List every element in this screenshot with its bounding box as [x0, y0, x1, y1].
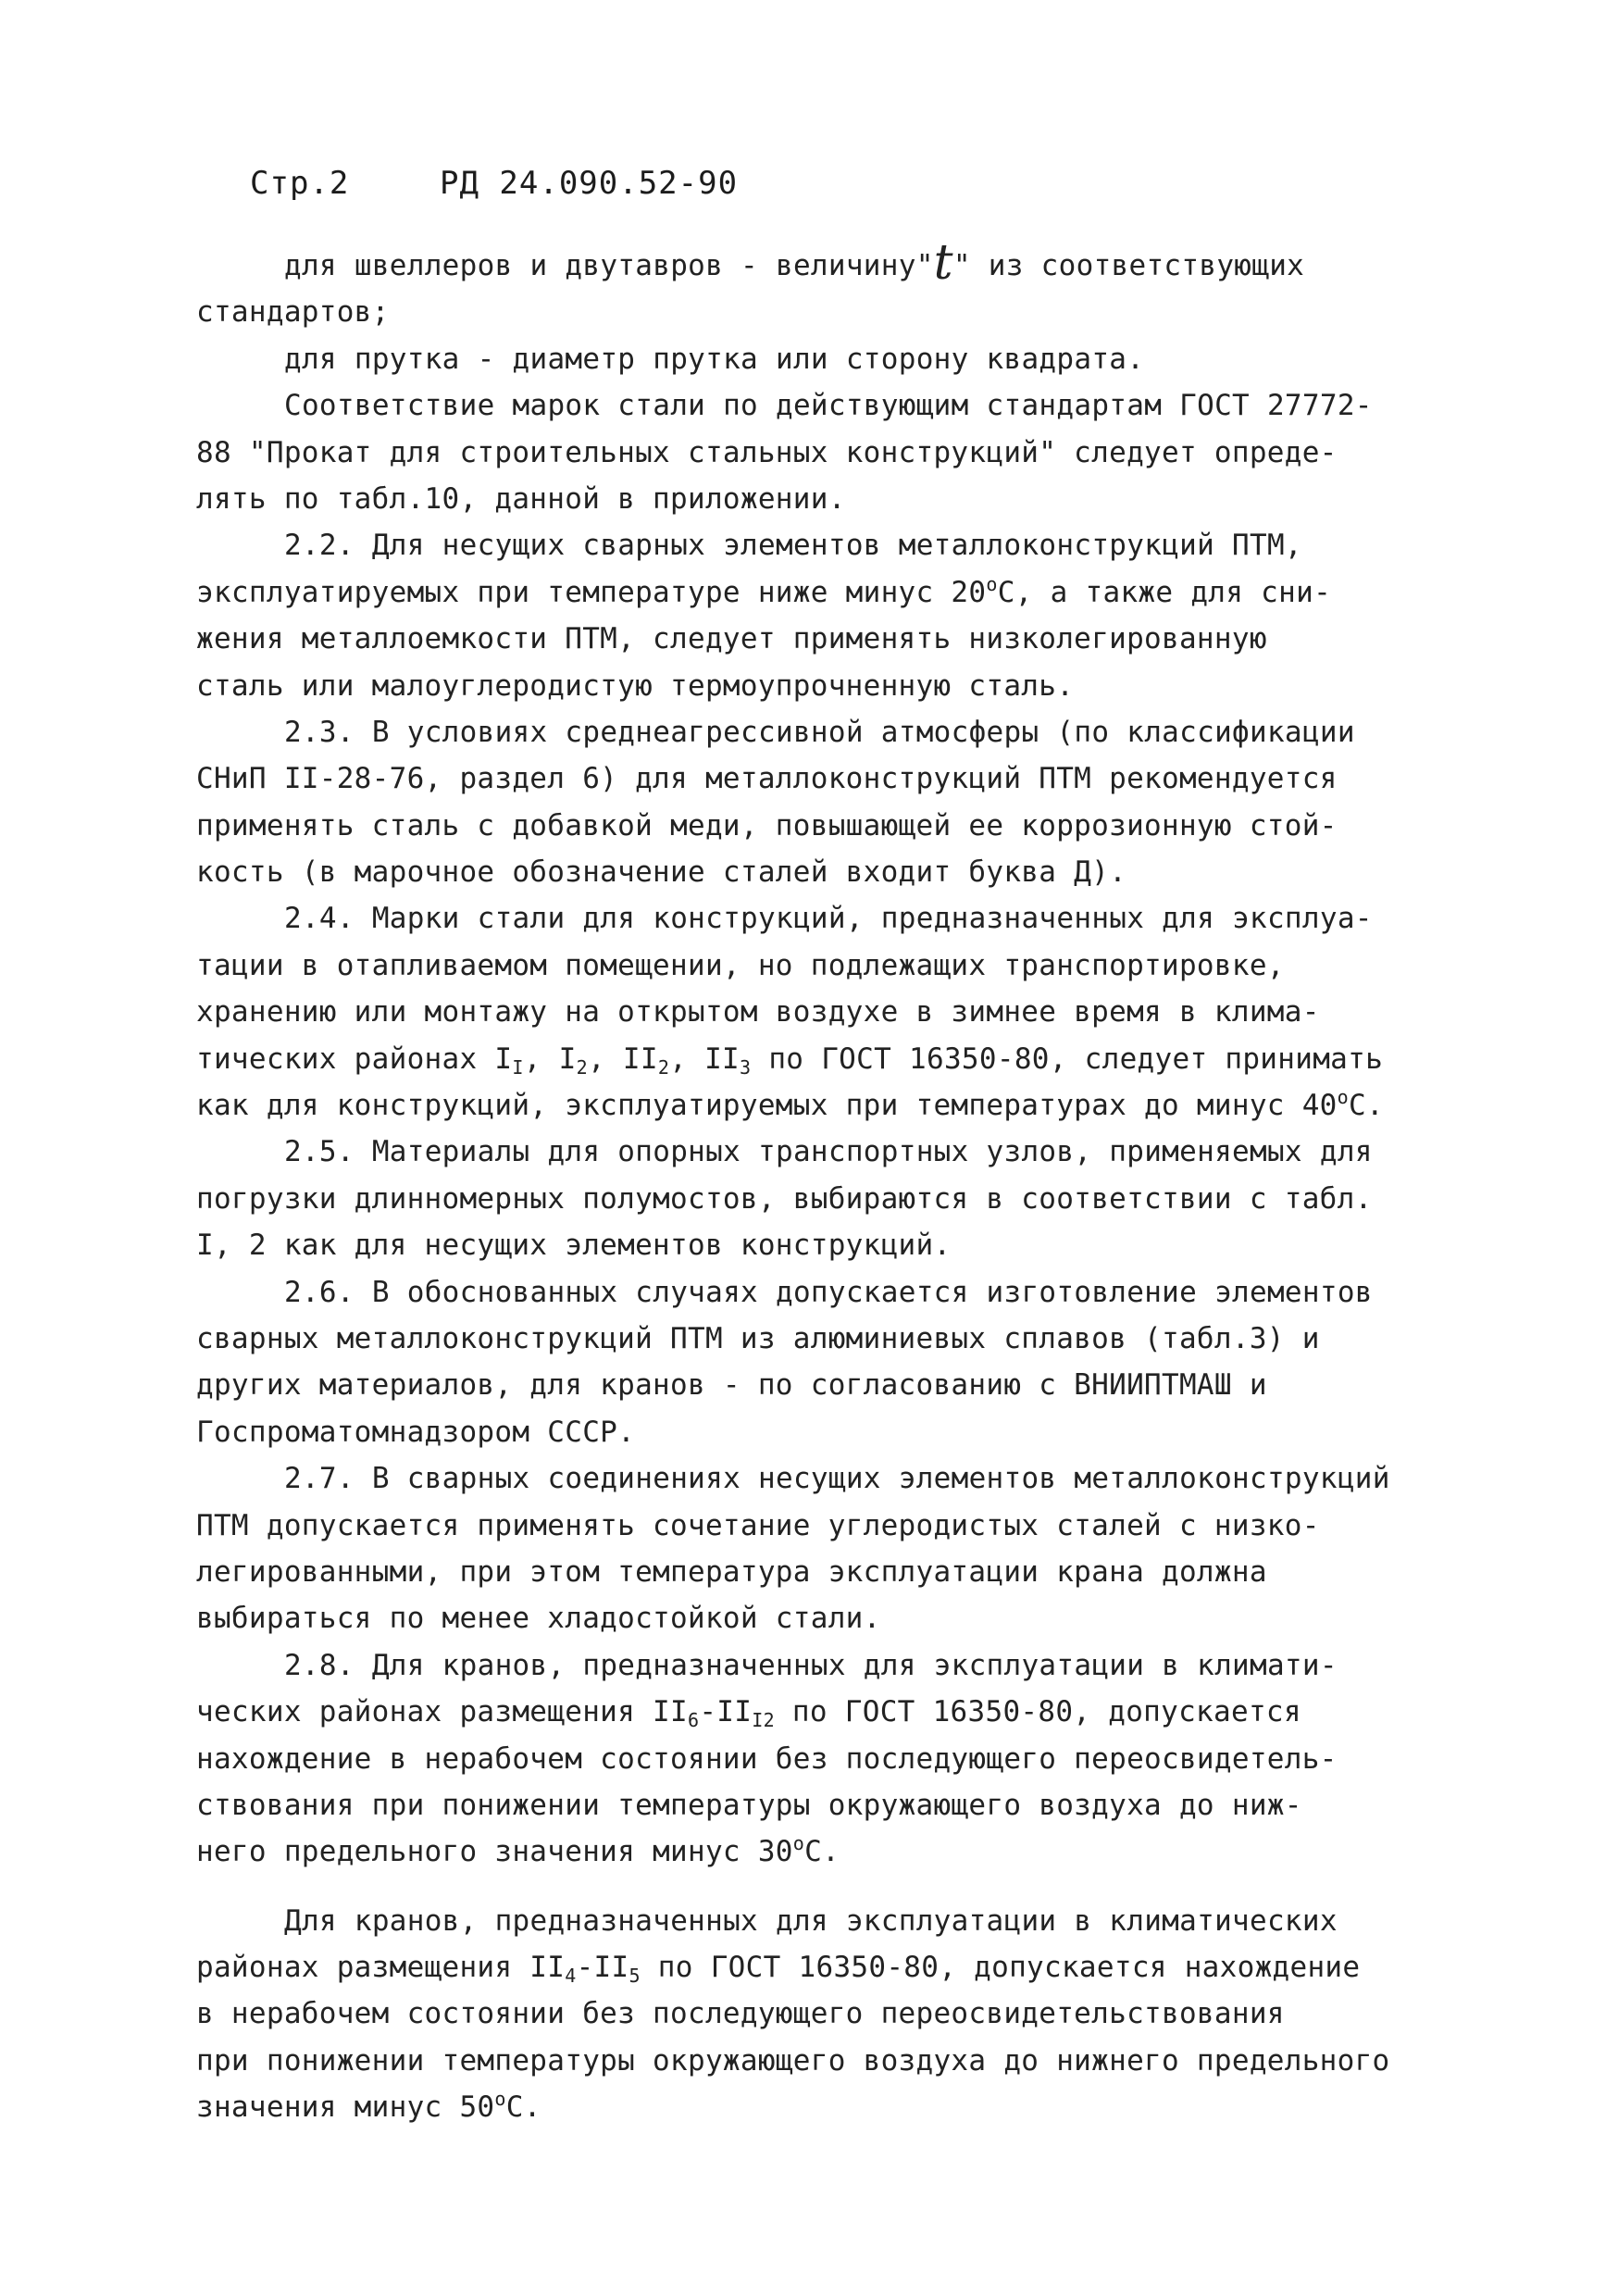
text-line: сварных металлоконструкций ПТМ из алюминиевых сплавов (табл.3) и	[196, 1321, 1320, 1355]
text-line: погрузки длинномерных полумостов, выбираются в соответствии с табл.	[196, 1181, 1373, 1216]
text-line: значения минус $50^оС$.	[196, 2088, 541, 2125]
paragraph-2-6: 2.6. В обоснованных случаях допускается изготовление элементов	[284, 1275, 1373, 1309]
text-line: I, 2 как для несущих элементов конструкций.	[196, 1229, 952, 1263]
text-line: при понижении температуры окружающего воздуха до нижнего предельного	[196, 2043, 1390, 2078]
paragraph-2-8-cont: Для кранов, предназначенных для эксплуатации в климатических	[284, 1903, 1338, 1938]
text-line: как для конструкций, эксплуатируемых при температурах до минус $40^оС$.	[196, 1086, 1384, 1123]
symbol-t: t	[933, 235, 953, 291]
text-line: ПТМ допускается применять сочетание углеродистых сталей с низко-	[196, 1508, 1320, 1542]
text-line: 88 "Прокат для строительных стальных конструкций" следует опреде-	[196, 435, 1338, 469]
text-line: в нерабочем состоянии без последующего переосвидетельствования	[196, 1997, 1285, 2031]
text-line: ческих районах размещения $II_6-II_{I2}$ по ГОСТ 16350-80, допускается	[196, 1695, 1301, 1732]
text-line: лять по табл.10, данной в приложении.	[196, 481, 846, 516]
paragraph-2-8: 2.8. Для кранов, предназначенных для эксплуатации в климати-	[284, 1648, 1338, 1682]
paragraph-2-4: 2.4. Марки стали для конструкций, предназначенных для эксплуа-	[284, 902, 1373, 936]
text-line: СНиП II-28-76, раздел 6) для металлоконструкций ПТМ рекомендуется	[196, 762, 1338, 796]
text-line: эксплуатируемых при температуре ниже минус $20^оС$, а также для сни-	[196, 572, 1332, 609]
text-line: кость (в марочное обозначение сталей входит буква Д).	[196, 855, 1127, 890]
text-line: районах размещения $II_4-II_5$ по ГОСТ 16350-80, допускается нахождение	[196, 1951, 1361, 1988]
text-line: применять сталь с добавкой меди, повышающей ее коррозионную стой-	[196, 808, 1338, 842]
document-code: РД 24.090.52-90	[440, 165, 739, 202]
text-line: выбираться по менее хладостойкой стали.	[196, 1602, 881, 1636]
text-line: него предельного значения минус $30^оС$.	[196, 1832, 840, 1869]
document-body	[196, 235, 1483, 2131]
text-line: тических районах $I_I$, $I_2$, $II_2$, $II_3$ по ГОСТ 16350-80, следует принимать	[196, 1042, 1384, 1079]
text-line: Соответствие марок стали по действующим стандартам ГОСТ 27772-	[284, 389, 1373, 423]
text-line: Госпроматомнадзором СССР.	[196, 1415, 636, 1449]
paragraph-2-7: 2.7. В сварных соединениях несущих элементов металлоконструкций	[284, 1462, 1390, 1496]
text-line: сталь или малоуглеродистую термоупрочненную сталь.	[196, 668, 1075, 703]
text-line: для швеллеров и двутавров - величину"t" из соответствующих	[284, 235, 1305, 291]
text-line: тации в отапливаемом помещении, но подлежащих транспортировке,	[196, 948, 1285, 982]
paragraph-2-3: 2.3. В условиях среднеагрессивной атмосферы (по классификации	[284, 715, 1355, 749]
paragraph-2-2: 2.2. Для несущих сварных элементов металлоконструкций ПТМ,	[284, 529, 1302, 563]
spacer	[196, 1876, 1483, 1898]
page-number: Стр.2	[250, 165, 350, 202]
text-line: других материалов, для кранов - по согласованию с ВНИИПТМАШ и	[196, 1368, 1267, 1403]
text-line: жения металлоемкости ПТМ, следует применять низколегированную	[196, 622, 1267, 656]
paragraph-2-5: 2.5. Материалы для опорных транспортных узлов, применяемых для	[284, 1135, 1373, 1169]
page-header	[250, 165, 738, 202]
text-line: ствования при понижении температуры окружающего воздуха до ниж-	[196, 1788, 1302, 1822]
text-line: стандартов;	[196, 295, 390, 330]
text-line: легированными, при этом температура эксплуатации крана должна	[196, 1554, 1267, 1589]
text-line: хранению или монтажу на открытом воздухе в зимнее время в клима-	[196, 995, 1320, 1029]
text-line: нахождение в нерабочем состоянии без последующего переосвидетель-	[196, 1741, 1338, 1776]
text-line: для прутка - диаметр прутка или сторону квадрата.	[284, 342, 1145, 376]
